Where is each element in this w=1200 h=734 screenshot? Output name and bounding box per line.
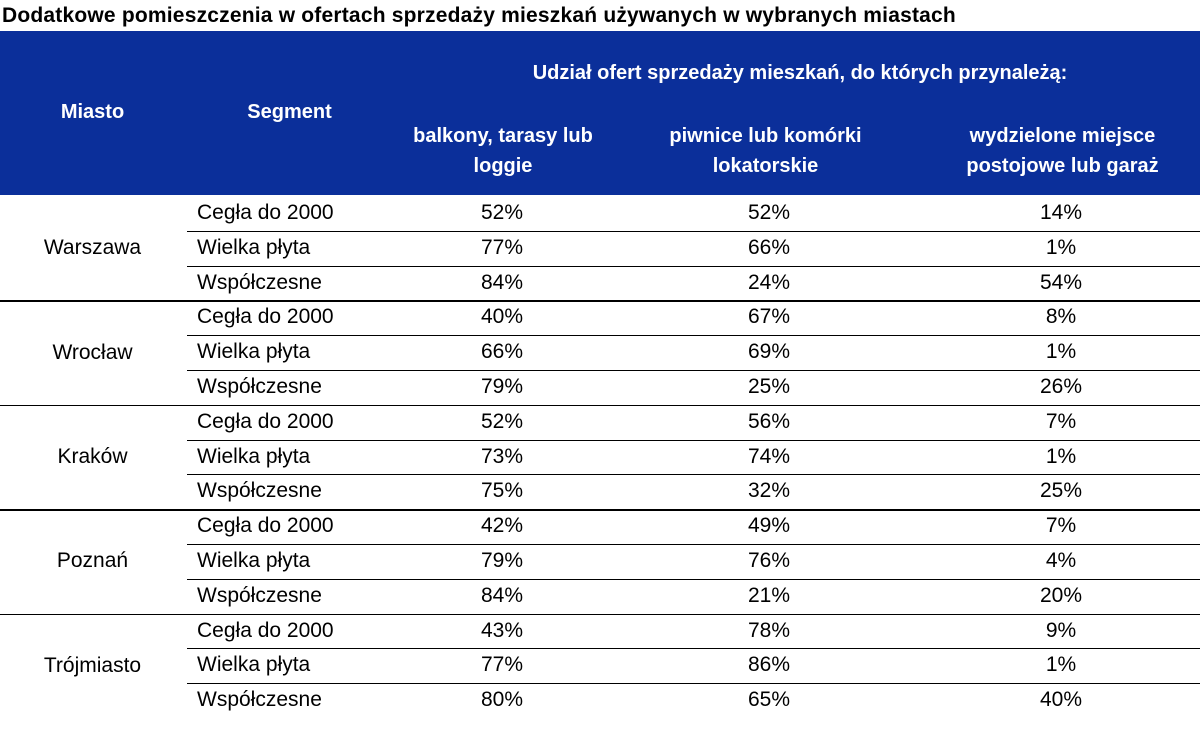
header-balconies: balkony, tarasy lub loggie [413, 125, 593, 177]
city-label: Warszawa [43, 236, 142, 260]
table-row [187, 231, 1200, 266]
parking-value: 7% [1045, 514, 1077, 538]
table-row [187, 440, 1200, 475]
cellars-value: 66% [747, 235, 791, 259]
cellars-value: 24% [747, 270, 791, 294]
table-row [187, 579, 1200, 614]
cellars-value: 69% [747, 340, 791, 364]
balconies-value: 43% [480, 618, 524, 642]
segment-label: Cegła do 2000 [197, 409, 334, 433]
parking-value: 1% [1045, 340, 1077, 364]
balconies-value: 73% [480, 444, 524, 468]
parking-value: 9% [1045, 618, 1077, 642]
segment-label: Cegła do 2000 [197, 618, 334, 642]
balconies-value: 75% [480, 479, 524, 503]
cellars-value: 74% [747, 444, 791, 468]
cellars-value: 78% [747, 618, 791, 642]
balconies-value: 77% [480, 235, 524, 259]
balconies-value: 79% [480, 374, 524, 398]
cellars-value: 56% [747, 409, 791, 433]
segment-label: Wielka płyta [197, 235, 311, 259]
balconies-value: 84% [480, 583, 524, 607]
segment-label: Wielka płyta [197, 340, 311, 364]
table-row [187, 370, 1200, 405]
city-label: Poznań [56, 549, 129, 573]
table-row [187, 405, 1200, 440]
parking-value: 20% [1039, 583, 1083, 607]
balconies-value: 52% [480, 201, 524, 224]
header-cellars: piwnice lub komórki lokatorskie [669, 125, 862, 177]
cellars-value: 49% [747, 514, 791, 538]
table-body [0, 196, 1200, 718]
cellars-value: 67% [747, 305, 791, 329]
parking-value: 4% [1045, 548, 1077, 572]
balconies-value: 52% [480, 409, 524, 433]
header-parking: wydzielone miejsce postojowe lub garaż [966, 125, 1159, 177]
header-group-label: Udział ofert sprzedaży mieszkań, do których przynależą: [532, 62, 1068, 84]
city-group [0, 614, 1200, 718]
parking-value: 1% [1045, 444, 1077, 468]
city-group [0, 509, 1200, 613]
table-row [187, 474, 1200, 509]
parking-value: 14% [1039, 201, 1083, 224]
city-label: Trójmiasto [43, 653, 142, 677]
segment-label: Współczesne [197, 270, 322, 294]
city-group [0, 196, 1200, 300]
balconies-value: 66% [480, 340, 524, 364]
header-segment: Segment [247, 101, 332, 123]
city-label: Wrocław [52, 340, 133, 364]
balconies-value: 77% [480, 653, 524, 677]
balconies-value: 40% [480, 305, 524, 329]
segment-label: Współczesne [197, 374, 322, 398]
city-group [0, 300, 1200, 404]
segment-label: Wielka płyta [197, 548, 311, 572]
parking-value: 1% [1045, 235, 1077, 259]
balconies-value: 79% [480, 548, 524, 572]
segment-label: Cegła do 2000 [197, 514, 334, 538]
cellars-value: 76% [747, 548, 791, 572]
parking-value: 8% [1045, 305, 1077, 329]
balconies-value: 84% [480, 270, 524, 294]
segment-label: Współczesne [197, 583, 322, 607]
parking-value: 25% [1039, 479, 1083, 503]
table-header [0, 31, 1200, 195]
cellars-value: 52% [747, 201, 791, 224]
table-row [187, 683, 1200, 718]
parking-value: 54% [1039, 270, 1083, 294]
table-row [187, 196, 1200, 231]
segment-label: Współczesne [197, 479, 322, 503]
parking-value: 26% [1039, 374, 1083, 398]
cellars-value: 65% [747, 688, 791, 712]
table-row [187, 266, 1200, 301]
parking-value: 7% [1045, 409, 1077, 433]
table-row [187, 648, 1200, 683]
cellars-value: 21% [747, 583, 791, 607]
table-row [187, 614, 1200, 649]
table-row [187, 509, 1200, 544]
segment-label: Cegła do 2000 [197, 305, 334, 329]
balconies-value: 42% [480, 514, 524, 538]
table-title: Dodatkowe pomieszczenia w ofertach sprzedaży mieszkań używanych w wybranych miastach [2, 4, 956, 27]
balconies-value: 80% [480, 688, 524, 712]
table-row [187, 300, 1200, 335]
cellars-value: 25% [747, 374, 791, 398]
header-city: Miasto [60, 101, 125, 123]
segment-label: Wielka płyta [197, 444, 311, 468]
segment-label: Wielka płyta [197, 653, 311, 677]
cellars-value: 32% [747, 479, 791, 503]
city-group [0, 405, 1200, 509]
parking-value: 1% [1045, 653, 1077, 677]
segment-label: Cegła do 2000 [197, 201, 334, 224]
parking-value: 40% [1039, 688, 1083, 712]
segment-label: Współczesne [197, 688, 322, 712]
city-label: Kraków [57, 444, 128, 468]
cellars-value: 86% [747, 653, 791, 677]
table-row [187, 335, 1200, 370]
table-row [187, 544, 1200, 579]
